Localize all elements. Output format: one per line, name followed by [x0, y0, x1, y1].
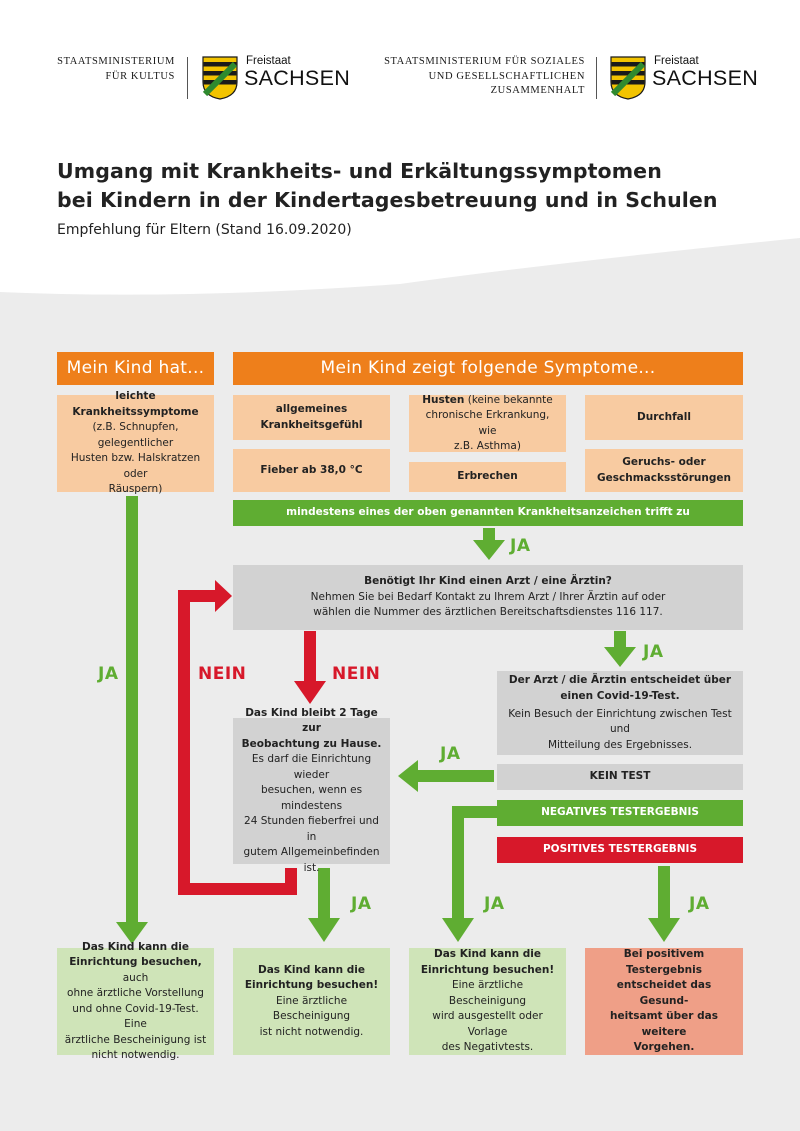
arrow-symptoms-to-doctor [473, 528, 505, 560]
label-yes: JA [98, 664, 119, 684]
page-subtitle: Empfehlung für Eltern (Stand 16.09.2020) [57, 222, 352, 238]
box-doctor-question [233, 565, 743, 630]
label-yes: JA [440, 744, 461, 764]
outcome3-text-1: Eine ärztliche Bescheinigung [448, 979, 527, 1007]
decides-text-2: Mitteilung des Ergebnisses. [547, 738, 693, 751]
outcome3-bold-2: Einrichtung besuchen! [420, 963, 555, 976]
label-yes: JA [689, 894, 710, 914]
cough-line1 [422, 393, 552, 409]
box-doctor-decides [497, 671, 743, 755]
smell-line1: Geruchs- oder [622, 456, 706, 468]
outcome1-text-2: und ohne Covid-19-Test. Eine [72, 1002, 199, 1030]
outcome4-line1: Bei positivem Testergebnis [623, 948, 705, 976]
box-negative-result: NEGATIVES TESTERGEBNIS [497, 800, 743, 826]
decides-title-1: Der Arzt / die Ärztin entscheidet über [508, 674, 732, 686]
arrow-negative-to-outcome3 [442, 806, 498, 942]
ministry-soziales-line3: ZUSAMMENHALT [490, 85, 585, 96]
mild-text-2: Husten bzw. Halskratzen oder [70, 452, 201, 480]
box-outcome-visit-1 [57, 940, 214, 1061]
outcome1-text-3: ärztliche Bescheinigung ist [64, 1033, 207, 1046]
outcome4-line4: Vorgehen. [633, 1041, 695, 1054]
outcome4-line3: heitsamt über das weitere [610, 1010, 718, 1038]
outcome3-text-2: wird ausgestellt oder Vorlage [432, 1010, 543, 1038]
ministry-kultus-line2: FÜR KULTUS [105, 70, 175, 82]
cough-title: Husten [422, 393, 465, 406]
box-outcome-positive [585, 948, 743, 1055]
cough-line3: z.B. Asthma) [454, 440, 521, 452]
stay-home-text-3: 24 Stunden fieberfrei und in [244, 815, 379, 843]
box-diarrhea: Durchfall [585, 395, 743, 440]
outcome2-bold-1: Das Kind kann die [258, 963, 365, 976]
box-stay-home [233, 706, 390, 874]
doctor-q-title: Benötigt Ihr Kind einen Arzt / eine Ärztin? [364, 575, 612, 588]
general-line1: allgemeines [275, 403, 348, 415]
mild-title-2: Krankheitssymptome [72, 405, 199, 418]
stay-home-title-1: Das Kind bleibt 2 Tage zur [245, 706, 378, 735]
stay-home-title-2: Beobachtung zu Hause. [241, 737, 382, 750]
box-outcome-visit-2 [233, 948, 390, 1055]
header-symptoms: Mein Kind zeigt folgende Symptome... [233, 352, 743, 385]
box-positive-result: POSITIVES TESTERGEBNIS [497, 837, 743, 863]
outcome1-text-4: nicht notwendig. [91, 1049, 180, 1061]
box-no-test: KEIN TEST [497, 764, 743, 790]
box-outcome-visit-3 [409, 948, 566, 1055]
smell-line2: Geschmacksstörungen [597, 471, 731, 484]
sachsen-label-right: SACHSEN [652, 66, 759, 90]
outcome4-line2: entscheidet das Gesund- [616, 979, 712, 1007]
label-yes: JA [510, 536, 531, 556]
arrow-stay-home-to-outcome2 [308, 868, 340, 942]
ministry-soziales-line1: STAATSMINISTERIUM FÜR SOZIALES [384, 56, 585, 67]
outcome1-bold-tail: auch [122, 971, 149, 984]
box-fever: Fieber ab 38,0 °C [233, 449, 390, 492]
outcome3-text-3: des Negativtests. [441, 1041, 534, 1054]
arrow-doctor-to-decides [604, 631, 636, 667]
mild-title-1: leichte [115, 390, 156, 403]
ministry-soziales-line2: UND GESELLSCHAFTLICHEN [428, 70, 585, 82]
arrow-positive-to-outcome4 [648, 866, 680, 942]
outcome2-text-2: ist nicht notwendig. [259, 1025, 364, 1038]
outcome3-bold-1: Das Kind kann die [434, 948, 541, 961]
box-mild-symptoms [57, 390, 214, 496]
page-title-line1: Umgang mit Krankheits- und Erkältungssymptomen [57, 159, 662, 183]
label-yes: JA [351, 894, 372, 914]
outcome1-line2 [63, 955, 208, 986]
label-yes: JA [643, 642, 664, 662]
box-vomiting: Erbrechen [409, 462, 566, 492]
box-cough [409, 395, 566, 452]
doctor-q-text-1: Nehmen Sie bei Bedarf Kontakt zu Ihrem Arzt / Ihrer Ärztin auf oder [310, 590, 666, 603]
stay-home-text-1: Es darf die Einrichtung wieder [251, 753, 372, 781]
doctor-q-text-2: wählen die Nummer des ärztlichen Bereitschaftsdienstes 116 117. [313, 606, 663, 619]
ministry-kultus-line1: STAATSMINISTERIUM [57, 56, 175, 67]
arrow-no-test-to-stay-home [398, 760, 494, 792]
stay-home-text-4: gutem Allgemeinbefinden ist. [243, 846, 380, 874]
freistaat-label-left: Freistaat [246, 55, 291, 67]
decides-title-2: einen Covid-19-Test. [560, 689, 680, 702]
outcome1-bold-2: Einrichtung besuchen, [69, 956, 202, 968]
label-no: NEIN [198, 664, 247, 684]
general-line2: Krankheitsgefühl [260, 418, 363, 431]
label-yes: JA [484, 894, 505, 914]
outcome1-bold-1: Das Kind kann die [82, 940, 189, 953]
sachsen-label-left: SACHSEN [244, 66, 351, 90]
mild-text-3: Räuspern) [108, 483, 163, 496]
mild-text-1: (z.B. Schnupfen, gelegentlicher [92, 421, 179, 449]
label-no: NEIN [332, 664, 381, 684]
box-general-illness [233, 395, 390, 440]
arrow-doctor-to-stay-home [294, 631, 326, 704]
page-title-line2: bei Kindern in der Kindertagesbetreuung und in Schulen [57, 188, 718, 212]
decides-text-1: Kein Besuch der Einrichtung zwischen Test und [508, 707, 732, 735]
cough-line2: chronische Erkrankung, wie [425, 409, 550, 437]
outcome2-bold-2: Einrichtung besuchen! [244, 979, 379, 992]
arrow-mild-to-outcome1 [116, 496, 148, 944]
freistaat-label-right: Freistaat [654, 55, 699, 67]
outcome1-text-1: ohne ärztliche Vorstellung [67, 987, 204, 999]
bar-any-symptom: mindestens eines der oben genannten Krankheitsanzeichen trifft zu [233, 500, 743, 526]
header-my-child-has: Mein Kind hat... [57, 352, 214, 385]
cough-title-after: (keine bekannte [464, 393, 553, 406]
stay-home-text-2: besuchen, wenn es mindestens [260, 784, 363, 812]
box-smell-taste [585, 449, 743, 492]
outcome2-text-1: Eine ärztliche Bescheinigung [272, 994, 351, 1023]
